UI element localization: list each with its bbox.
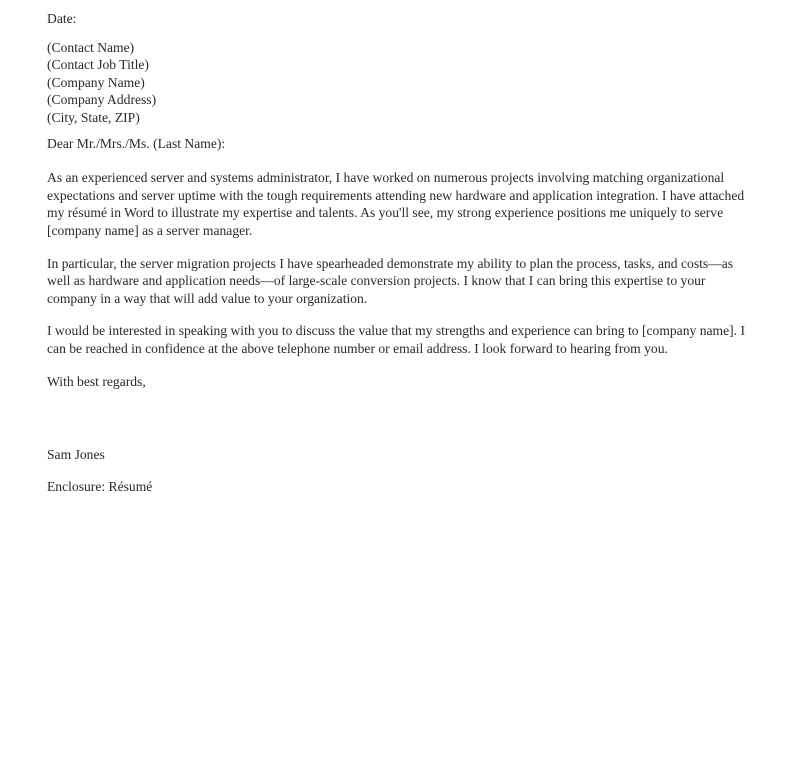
recipient-contact-name: (Contact Name) [47, 39, 135, 55]
recipient-address [47, 39, 757, 127]
recipient-job-title: (Contact Job Title) [47, 57, 149, 73]
recipient-company-name: (Company Name) [47, 74, 145, 90]
recipient-company-address: (Company Address) [47, 92, 157, 108]
signature-name: Sam Jones [47, 447, 105, 463]
body-paragraph-2: In particular, the server migration projects I have spearheaded demonstrate my ability to plan the process, tasks, and costs—as well as hardware and application needs—of large-scale conversion projects. I know that I can bring this expertise to your company in a way that will add value to your organization. [47, 255, 734, 306]
enclosure-note: Enclosure: Résumé [47, 478, 153, 494]
body-paragraph-3: I would be interested in speaking with you to discuss the value that my strengths and experience can bring to [company name]. I can be reached in confidence at the above telephone number or email address. I look forward to hearing from you. [47, 323, 746, 356]
letter-date: Date: [47, 11, 77, 26]
recipient-city-state-zip: (City, State, ZIP) [47, 109, 140, 125]
body-paragraph-1: As an experienced server and systems administrator, I have worked on numerous projects involving matching organizational expectations and server uptime with the tough requirements attending new hardware and application integration. I have attached my résumé in Word to illustrate my expertise and talents. As you'll see, my strong experience positions me uniquely to serve [company name] as a server manager. [47, 170, 745, 238]
salutation: Dear Mr./Mrs./Ms. (Last Name): [47, 135, 226, 151]
cover-letter [47, 10, 757, 495]
closing: With best regards, [47, 373, 146, 389]
